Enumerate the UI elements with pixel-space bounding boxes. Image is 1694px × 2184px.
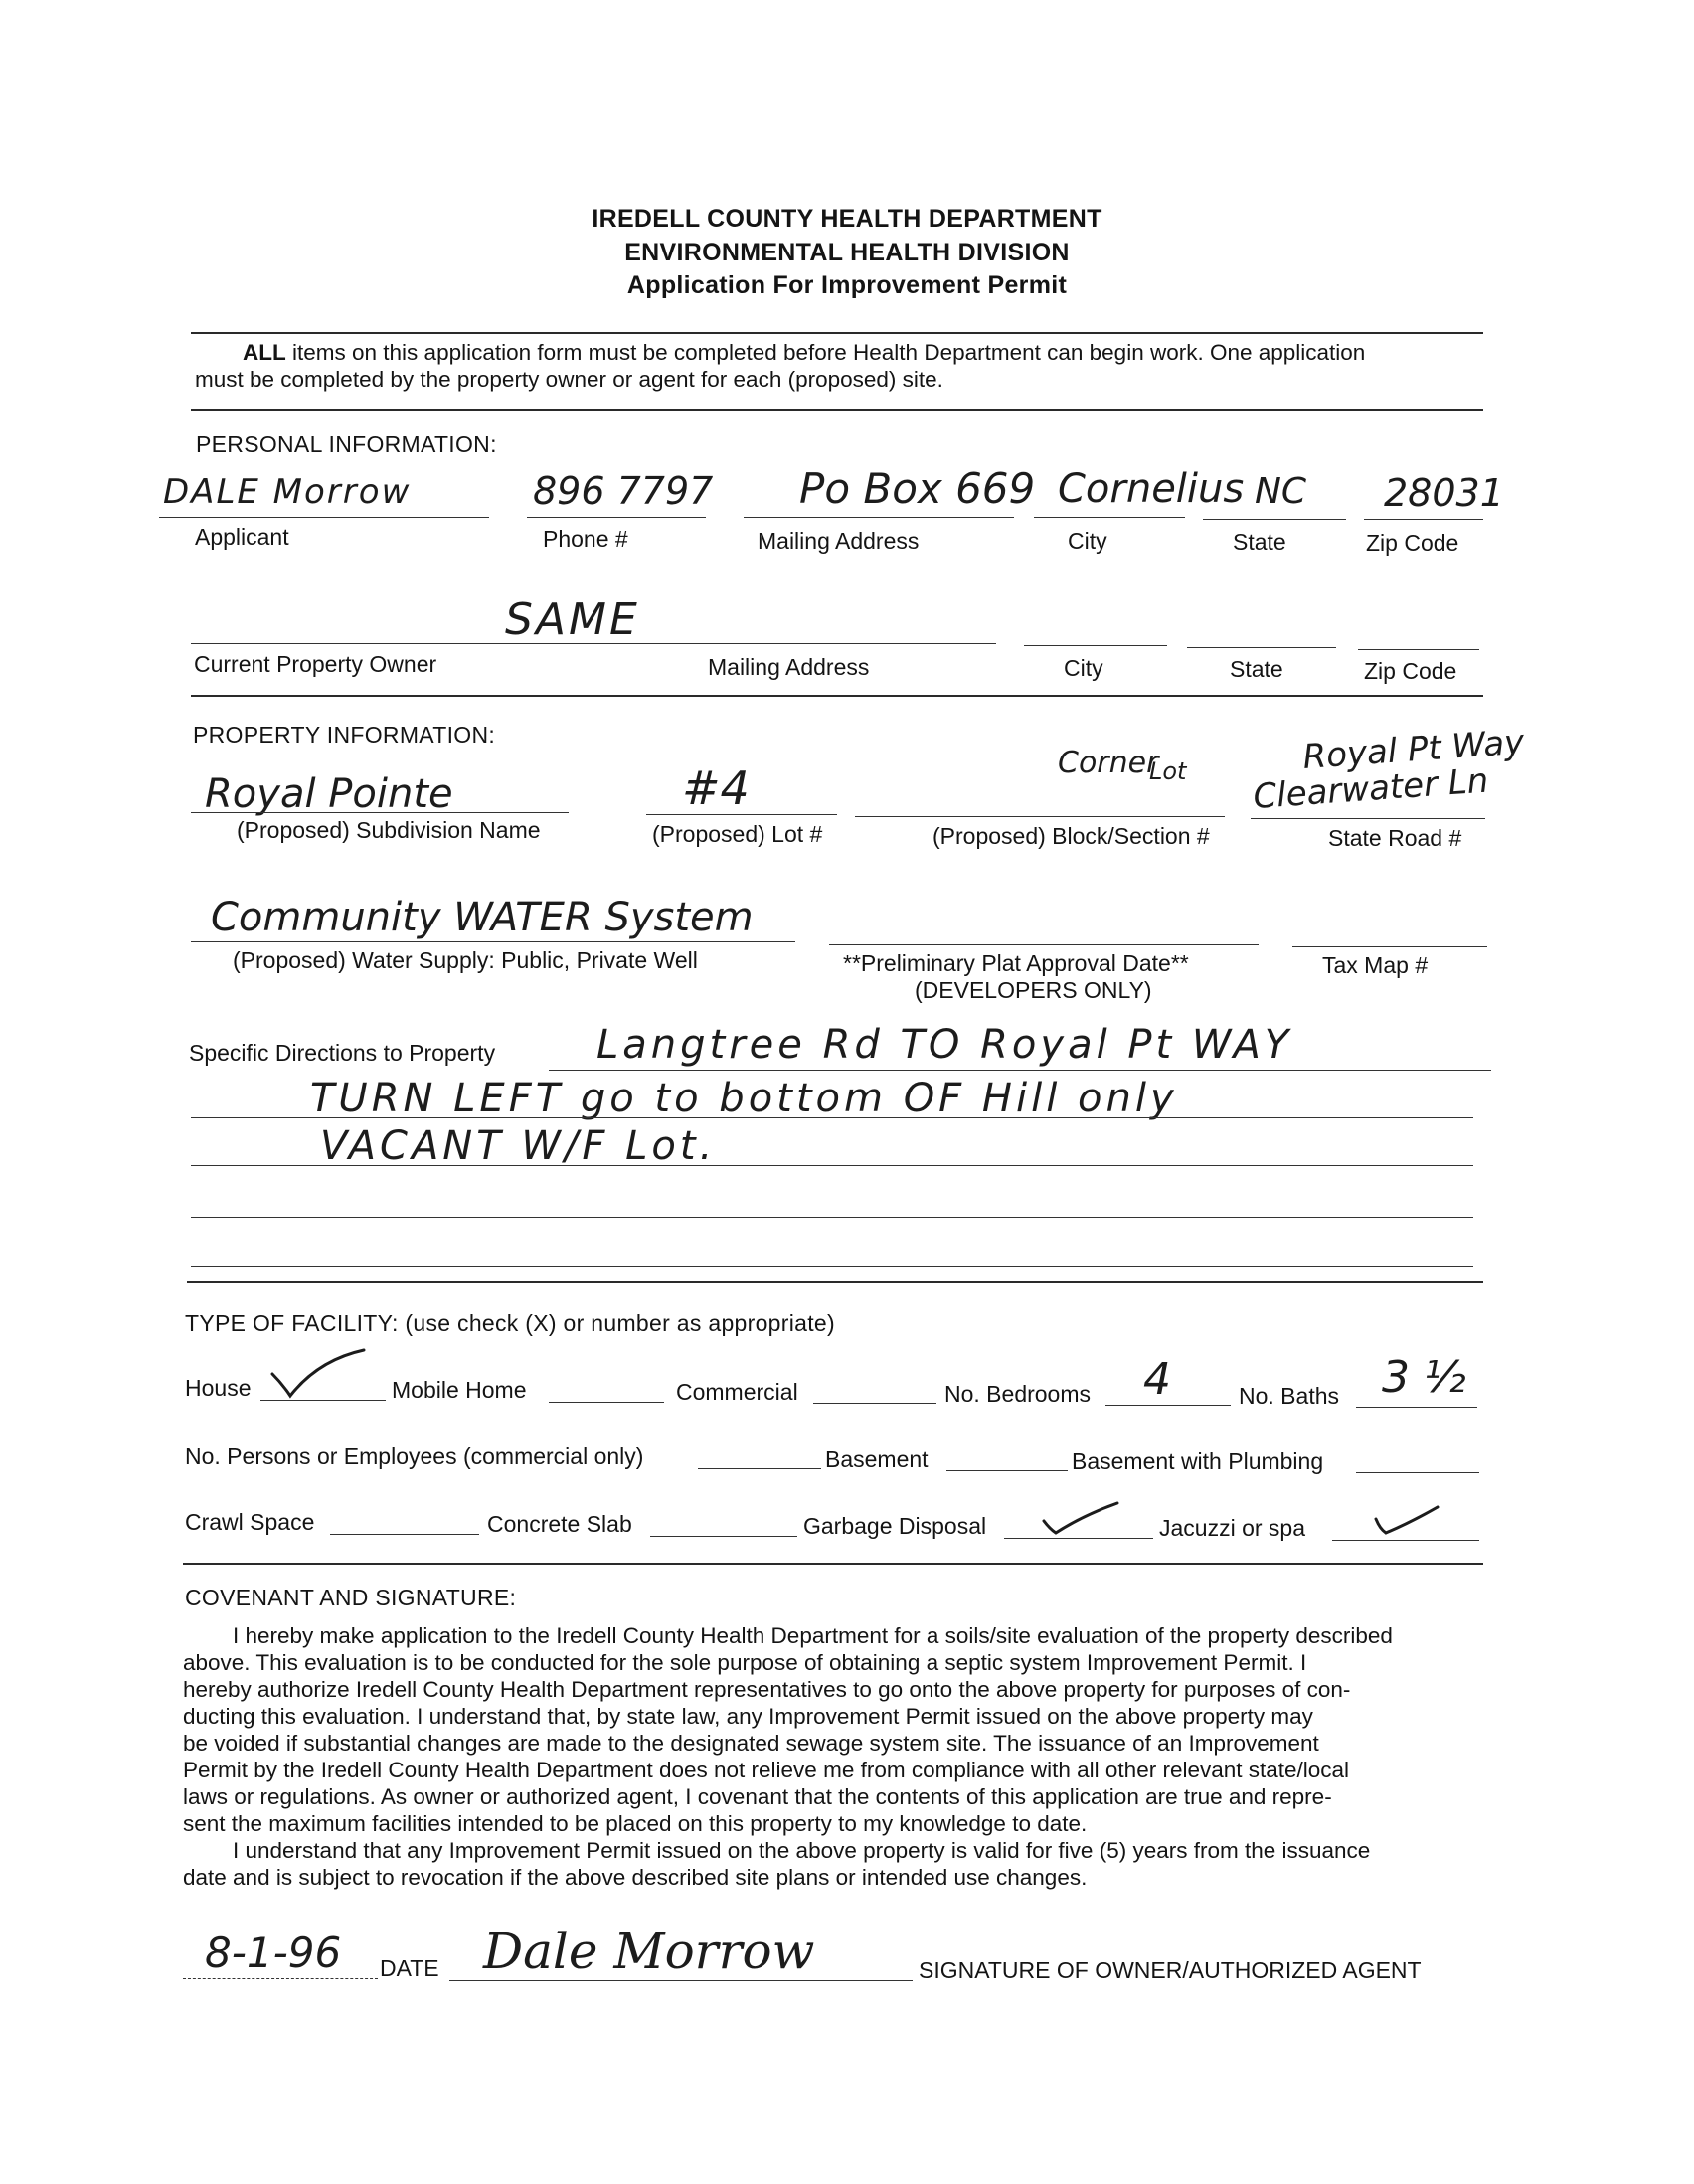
city-label: City — [1068, 528, 1107, 554]
block-value-2[interactable]: Lot — [1149, 757, 1187, 785]
road-label: State Road # — [1328, 825, 1462, 851]
date-label: DATE — [380, 1955, 439, 1981]
mobile-line — [549, 1402, 664, 1403]
intro-line-1: ALL items on this application form must be completed before Health Department can begin work. One application — [243, 340, 1366, 365]
slab-line — [650, 1536, 797, 1537]
directions-line-3[interactable]: VACANT W/F Lot. — [320, 1123, 717, 1169]
persons-line — [698, 1468, 821, 1469]
mobile-label: Mobile Home — [392, 1377, 527, 1403]
facility-rule — [183, 1563, 1483, 1565]
basement-label: Basement — [825, 1446, 929, 1472]
jacuzzi-line — [1332, 1540, 1479, 1541]
zip-value[interactable]: 28031 — [1384, 471, 1504, 515]
dept-title: IREDELL COUNTY HEALTH DEPARTMENT — [592, 205, 1102, 233]
intro-all: ALL — [243, 340, 286, 365]
lot-line — [646, 814, 837, 815]
owner-value[interactable]: SAME — [505, 594, 640, 645]
baths-line — [1356, 1407, 1477, 1408]
top-rule — [191, 332, 1483, 334]
subdivision-line — [191, 812, 569, 813]
signature-label: SIGNATURE OF OWNER/AUTHORIZED AGENT — [919, 1957, 1422, 1983]
taxmap-label: Tax Map # — [1322, 952, 1429, 978]
city-line — [1034, 517, 1185, 518]
crawl-line — [330, 1534, 479, 1535]
phone-line — [527, 517, 706, 518]
water-line — [191, 941, 795, 942]
taxmap-line — [1292, 946, 1487, 947]
zip-line — [1364, 519, 1483, 520]
owner-state-line — [1187, 647, 1336, 648]
personal-rule — [191, 695, 1483, 697]
bedrooms-line — [1105, 1405, 1231, 1406]
owner-city-label: City — [1064, 655, 1103, 681]
block-label: (Proposed) Block/Section # — [932, 823, 1210, 849]
plat-line — [829, 944, 1259, 945]
directions-line-2[interactable]: TURN LEFT go to bottom OF Hill only — [310, 1076, 1178, 1121]
directions-rule-3 — [191, 1165, 1473, 1166]
directions-rule-2 — [191, 1117, 1473, 1118]
date-line — [183, 1978, 378, 1979]
state-value[interactable]: NC — [1255, 471, 1307, 512]
personal-heading: PERSONAL INFORMATION: — [196, 431, 497, 457]
facility-heading: TYPE OF FACILITY: (use check (X) or number as appropriate) — [185, 1310, 835, 1336]
phone-label: Phone # — [543, 526, 628, 552]
applicant-value[interactable]: DALE Morrow — [163, 472, 412, 512]
subdivision-label: (Proposed) Subdivision Name — [237, 817, 541, 843]
directions-rule-4 — [191, 1217, 1473, 1218]
block-line — [855, 816, 1225, 817]
owner-label: Current Property Owner — [194, 651, 437, 677]
road-value-2[interactable]: Clearwater Ln — [1252, 760, 1490, 817]
house-check-mark-icon[interactable] — [266, 1346, 370, 1402]
jacuzzi-label: Jacuzzi or spa — [1159, 1515, 1306, 1541]
date-value[interactable]: 8-1-96 — [205, 1929, 342, 1977]
directions-line-1[interactable]: Langtree Rd TO Royal Pt WAY — [596, 1022, 1293, 1068]
city-value[interactable]: Cornelius — [1058, 466, 1245, 512]
state-label: State — [1233, 529, 1286, 555]
block-value-1[interactable]: Corner — [1058, 746, 1159, 780]
owner-state-label: State — [1230, 656, 1283, 682]
owner-zip-label: Zip Code — [1364, 658, 1457, 684]
applicant-line — [159, 517, 489, 518]
directions-rule-1 — [549, 1070, 1491, 1071]
phone-value[interactable]: 896 7797 — [533, 469, 714, 513]
subdivision-value[interactable]: Royal Pointe — [205, 771, 453, 817]
owner-zip-line — [1358, 649, 1479, 650]
garbage-check-mark-icon[interactable] — [1038, 1499, 1121, 1539]
property-heading: PROPERTY INFORMATION: — [193, 722, 496, 748]
bedrooms-label: No. Bedrooms — [944, 1381, 1092, 1407]
basement-plumb-label: Basement with Plumbing — [1072, 1448, 1324, 1474]
slab-label: Concrete Slab — [487, 1511, 632, 1537]
road-value-1[interactable]: Royal Pt Way — [1301, 722, 1526, 777]
basement-plumb-line — [1356, 1472, 1479, 1473]
commercial-label: Commercial — [676, 1379, 798, 1405]
mailing-label: Mailing Address — [758, 528, 920, 554]
state-line — [1203, 519, 1346, 520]
commercial-line — [813, 1403, 936, 1404]
owner-city-line — [1024, 645, 1167, 646]
plat-sublabel: (DEVELOPERS ONLY) — [915, 977, 1152, 1003]
intro-rule — [191, 409, 1483, 411]
signature-line — [449, 1980, 913, 1981]
baths-value[interactable]: 3 ½ — [1382, 1352, 1466, 1403]
zip-label: Zip Code — [1366, 530, 1459, 556]
covenant-para-1: I hereby make application to the Iredell County Health Department for a soils/site evaluation of the property described above. This evaluation is to be conducted for the sole purpose of obtaining a septic system Improvement Permit. I hereby authorize Iredell County Health Department representatives to go onto the above property for purposes of con- ducting this evaluation. I understand that, by state law, any Improvement Permit issued on the above property may be voided if substantial changes are made to the designated sewage system site. The issuance of an Improvement Permit by the Iredell County Health Department does not relieve me from compliance with all other relevant state/local laws or regulations. As owner or authorized agent, I covenant that the contents of this application are true and repre- sent the maximum facilities intended to be placed on this property to my knowledge to date. I understand that any Improvement Permit issued on the above property is valid for five (5) years from the issuance date and is subject to revocation if the above described site plans or intended use changes. — [183, 1623, 1393, 1890]
signature-value[interactable]: Dale Morrow — [483, 1923, 815, 1980]
plat-label: **Preliminary Plat Approval Date** — [843, 950, 1189, 976]
owner-mailing-label: Mailing Address — [708, 654, 870, 680]
crawl-label: Crawl Space — [185, 1509, 315, 1535]
owner-line — [191, 643, 996, 644]
applicant-label: Applicant — [195, 524, 289, 550]
mailing-line — [744, 517, 1014, 518]
division-title: ENVIRONMENTAL HEALTH DIVISION — [624, 239, 1070, 266]
water-label: (Proposed) Water Supply: Public, Private Well — [233, 947, 698, 973]
persons-label: No. Persons or Employees (commercial only) — [185, 1443, 644, 1469]
intro-line-2: must be completed by the property owner or agent for each (proposed) site. — [195, 367, 943, 392]
directions-rule-5 — [191, 1266, 1473, 1267]
covenant-heading: COVENANT AND SIGNATURE: — [185, 1585, 517, 1610]
mailing-value[interactable]: Po Box 669 — [799, 464, 1036, 513]
garbage-label: Garbage Disposal — [803, 1513, 987, 1539]
house-label: House — [185, 1375, 252, 1401]
basement-line — [946, 1470, 1068, 1471]
water-value[interactable]: Community WATER System — [211, 895, 754, 940]
directions-label: Specific Directions to Property — [189, 1040, 496, 1066]
form-title: Application For Improvement Permit — [626, 271, 1068, 299]
jacuzzi-check-mark-icon[interactable] — [1372, 1503, 1441, 1539]
baths-label: No. Baths — [1239, 1383, 1339, 1409]
road-line — [1251, 818, 1485, 819]
property-rule — [187, 1281, 1483, 1283]
lot-label: (Proposed) Lot # — [652, 821, 823, 847]
bedrooms-value[interactable]: 4 — [1143, 1354, 1171, 1405]
lot-value[interactable]: #4 — [682, 761, 750, 815]
